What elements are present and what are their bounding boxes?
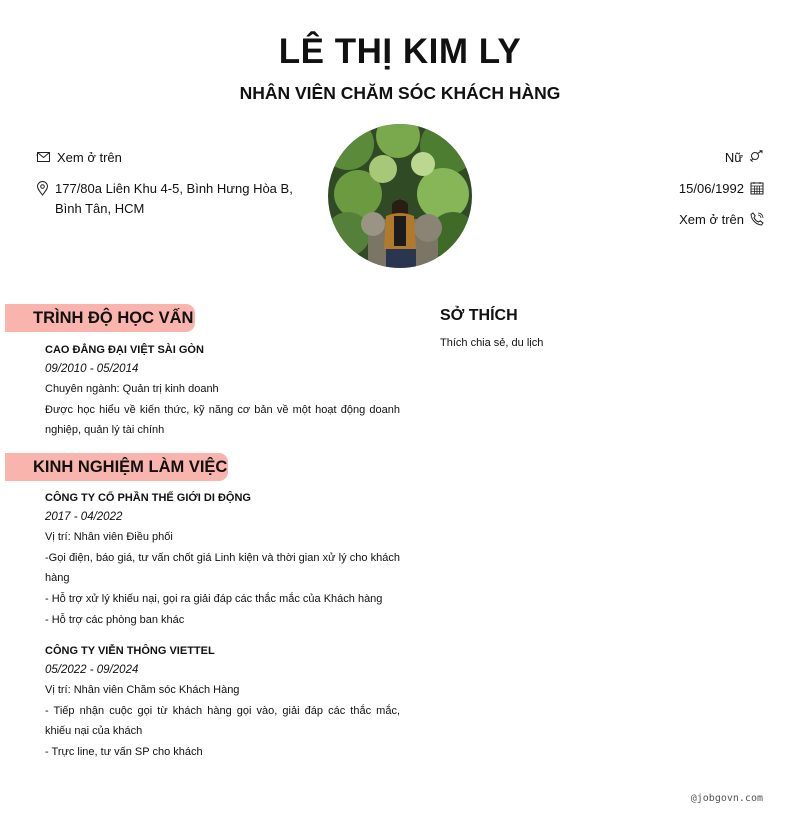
- experience-detail: Vị trí: Nhân viên Chăm sóc Khách Hàng: [45, 684, 240, 696]
- phone-icon: [750, 212, 764, 226]
- contact-dob: [679, 179, 764, 199]
- education-detail: Chuyên ngành: Quản trị kinh doanh: [45, 383, 219, 395]
- candidate-name: LÊ THỊ KIM LY: [278, 32, 522, 71]
- experience-heading: KINH NGHIỆM LÀM VIỆC: [5, 453, 228, 481]
- experience-period: 05/2022 - 09/2024: [45, 664, 139, 676]
- experience-entry: [45, 490, 400, 631]
- school-name: CAO ĐẲNG ĐẠI VIỆT SÀI GÒN: [45, 344, 204, 356]
- experience-detail: Vị trí: Nhân viên Điều phối: [45, 531, 173, 543]
- company-name: CÔNG TY CỔ PHẦN THẾ GIỚI DI ĐỘNG: [45, 492, 251, 504]
- experience-detail: - Trực line, tư vấn SP cho khách: [45, 746, 203, 759]
- gender-value: Nữ: [724, 150, 743, 165]
- contact-email: [36, 148, 122, 168]
- company-name: CÔNG TY VIỄN THÔNG VIETTEL: [45, 645, 215, 657]
- location-pin-icon: [36, 181, 49, 196]
- contact-phone: [679, 210, 764, 230]
- phone-value: Xem ở trên: [679, 212, 744, 227]
- experience-entry: [45, 643, 400, 763]
- job-title: NHÂN VIÊN CHĂM SÓC KHÁCH HÀNG: [239, 83, 561, 103]
- experience-detail: - Hỗ trợ xử lý khiếu nại, gọi ra giải đáp các thắc mắc của Khách hàng: [45, 593, 383, 606]
- experience-detail: - Tiếp nhận cuộc gọi từ khách hàng gọi vào, giải đáp các thắc mắc, khiếu nại của khách: [45, 704, 400, 738]
- footer-brand: @jobgovn.com: [690, 793, 763, 804]
- experience-period: 2017 - 04/2022: [45, 511, 123, 523]
- experience-detail: -Gọi điện, báo giá, tư vấn chốt giá Linh kiện và thời gian xử lý cho khách hàng: [45, 551, 400, 585]
- email-value: Xem ở trên: [57, 150, 122, 165]
- profile-photo: [328, 124, 472, 268]
- dob-value: 15/06/1992: [678, 181, 744, 196]
- hobbies-heading: SỞ THÍCH: [440, 307, 518, 324]
- education-heading: TRÌNH ĐỘ HỌC VẤN: [5, 304, 195, 332]
- hobbies-text: Thích chia sẻ, du lịch: [440, 337, 544, 349]
- gender-icon: [749, 150, 764, 164]
- contact-gender: [725, 148, 764, 168]
- calendar-icon: [750, 181, 764, 195]
- address-value: 177/80a Liên Khu 4-5, Bình Hưng Hòa B, Bình Tân, HCM: [55, 181, 293, 216]
- experience-detail: - Hỗ trợ các phòng ban khác: [45, 613, 185, 626]
- contact-address: [36, 179, 296, 219]
- education-detail: Được học hiểu về kiến thức, kỹ năng cơ bản về một hoạt động doanh nghiệp, quản lý tài chính: [45, 403, 400, 437]
- mail-icon: [36, 150, 51, 164]
- education-entry: [45, 342, 400, 441]
- education-period: 09/2010 - 05/2014: [45, 363, 139, 375]
